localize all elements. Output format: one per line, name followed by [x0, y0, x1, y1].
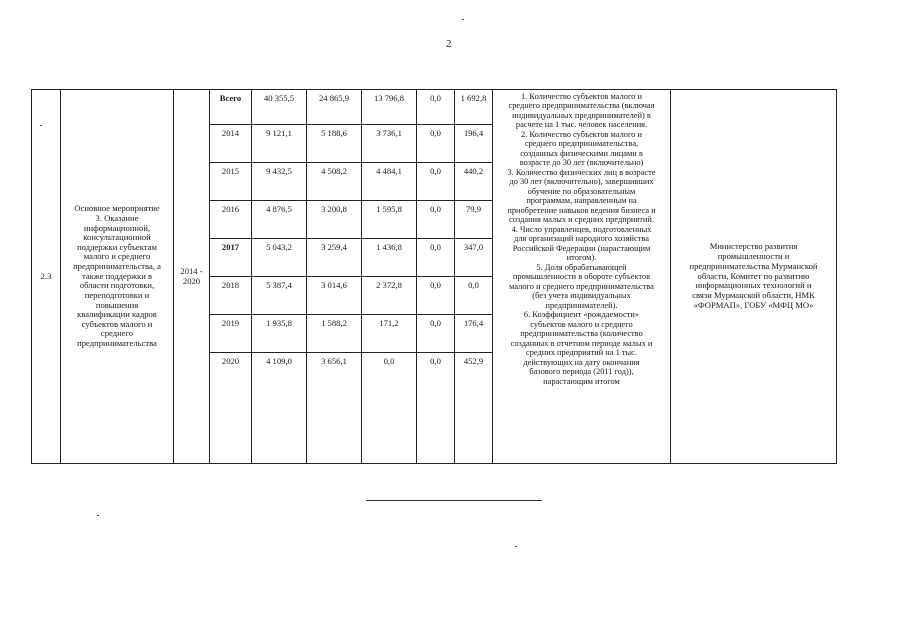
executors-list [673, 242, 834, 311]
total-cell: 9 432,5 [252, 163, 307, 201]
executors-cell [671, 90, 837, 464]
indicator-line: базового периода (2011 год)), [529, 367, 634, 377]
indicator-line: Российской Федерации (нарастающим [512, 243, 651, 253]
period-end: 2020 [182, 275, 201, 286]
funding-cell-1: 1 588,2 [307, 315, 362, 353]
funding-cell-1: 3 259,4 [307, 239, 362, 277]
funding-cell-4: 0,0 [455, 277, 493, 315]
indicators-list [495, 92, 668, 386]
indicator-line: нарастающим итогом [543, 376, 620, 386]
total-cell: 4 109,0 [252, 353, 307, 464]
measure-name-line: предпринимательства [77, 338, 157, 349]
measure-name-line: информационной, [83, 222, 151, 233]
indicator-line: программам, направленным на [526, 196, 637, 206]
funding-cell-4: 440,2 [455, 163, 493, 201]
indicator-line: индивидуальных предпринимателей) в [512, 110, 651, 120]
executor-line: связи Мурманской области, НМК [692, 290, 815, 301]
scan-speck [462, 19, 464, 20]
measure-name-line: консультационной [83, 232, 151, 243]
year-cell: 2017 [210, 239, 252, 277]
funding-cell-3: 0,0 [417, 277, 455, 315]
page-number: 2 [446, 38, 452, 50]
funding-cell-3: 0,0 [417, 90, 455, 125]
indicator-line: малого и среднего предпринимательства [509, 281, 654, 291]
funding-cell-4: 79,9 [455, 201, 493, 239]
measure-name-line: малого и среднего [83, 251, 151, 262]
total-cell: 1 935,8 [252, 315, 307, 353]
measure-name-line: повышения [95, 299, 139, 310]
table-row [32, 90, 837, 125]
indicator-line: 3. Количество физических лиц в возрасте [507, 167, 656, 177]
funding-cell-2: 13 796,8 [362, 90, 417, 125]
funding-cell-4: 452,9 [455, 353, 493, 464]
indicator-line: обучение по образовательным [527, 186, 636, 196]
measure-name-line: также поддержки в [81, 270, 153, 281]
indicator-line: созданных в отчетном периоде малых и [510, 338, 653, 348]
measure-name-cell [61, 90, 174, 464]
indicator-line: субъектов малого и среднего [530, 319, 633, 329]
total-cell: 5 387,4 [252, 277, 307, 315]
measure-name-line: субъектов малого и [81, 318, 153, 329]
funding-cell-2: 3 736,1 [362, 125, 417, 163]
indicator-line: действующих на дату окончания [523, 357, 640, 367]
total-cell: 5 043,2 [252, 239, 307, 277]
indicator-line: 1. Количество субъектов малого и [521, 92, 642, 101]
funding-cell-4: 347,0 [455, 239, 493, 277]
indicator-line: предпринимательства (количество [520, 329, 643, 339]
indicator-line: 5. Доля обрабатывающей [536, 262, 627, 272]
funding-cell-1: 24 865,9 [307, 90, 362, 125]
period-cell [174, 90, 210, 464]
measure-name-line: среднего [100, 328, 134, 339]
funding-cell-3: 0,0 [417, 315, 455, 353]
executor-line: промышленности и [717, 250, 790, 261]
row-number-cell: 2.3 [32, 90, 61, 464]
indicator-line: средних предприятий на 1 тыс. [526, 348, 637, 358]
year-cell: 2020 [210, 353, 252, 464]
indicator-line: среднего предпринимательства (включая [508, 101, 655, 111]
indicator-line: итогом). [566, 253, 597, 263]
funding-cell-3: 0,0 [417, 163, 455, 201]
indicator-line: (без учета индивидуальных [532, 291, 631, 301]
indicators-cell [493, 90, 671, 464]
executor-line: Министерство развития [709, 240, 798, 251]
indicator-line: создания малых и средних предприятий. [509, 215, 654, 225]
indicator-line: промышленности в обороте субъектов [512, 272, 651, 282]
year-cell: 2014 [210, 125, 252, 163]
indicator-line: созданных физическими лицами в [520, 148, 643, 158]
measure-name-line: переподготовки и [84, 289, 150, 300]
measure-name-line: области подготовки, [79, 280, 155, 291]
indicator-line: 2. Количество субъектов малого и [521, 129, 642, 139]
executor-line: области, Комитет по развитию [697, 270, 810, 281]
funding-cell-4: 176,4 [455, 315, 493, 353]
funding-cell-1: 4 508,2 [307, 163, 362, 201]
funding-cell-3: 0,0 [417, 353, 455, 464]
measure-name [63, 204, 171, 348]
funding-cell-1: 3 014,6 [307, 277, 362, 315]
funding-cell-1: 3 656,1 [307, 353, 362, 464]
program-measures-table [31, 89, 837, 464]
funding-cell-2: 1 595,8 [362, 201, 417, 239]
total-cell: 40 355,5 [252, 90, 307, 125]
indicator-line: до 30 лет (включительно), завершивших [509, 177, 654, 187]
year-cell: 2016 [210, 201, 252, 239]
year-cell: Всего [210, 90, 252, 125]
indicator-line: для организаций народного хозяйства [514, 234, 649, 244]
measure-name-line: Основное мероприятие [74, 203, 160, 214]
funding-cell-3: 0,0 [417, 239, 455, 277]
indicator-line: приобретение навыков ведения бизнеса и [507, 205, 656, 215]
indicator-line: 4. Число управленцев, подготовленных [511, 224, 652, 234]
year-cell: 2019 [210, 315, 252, 353]
measure-name-line: поддержки субъектам [77, 241, 157, 252]
period-start: 2014 - [180, 265, 203, 276]
indicator-line: 6. Коэффициент «рождаемости» [523, 310, 640, 320]
funding-cell-3: 0,0 [417, 125, 455, 163]
funding-cell-2: 2 372,8 [362, 277, 417, 315]
funding-cell-2: 4 484,1 [362, 163, 417, 201]
funding-cell-2: 1 436,8 [362, 239, 417, 277]
indicator-line: среднего предпринимательства, [524, 139, 639, 149]
funding-cell-2: 0,0 [362, 353, 417, 464]
funding-cell-1: 5 188,6 [307, 125, 362, 163]
executor-line: предпринимательства Мурманской [689, 260, 818, 271]
funding-cell-1: 3 200,8 [307, 201, 362, 239]
measure-name-line: 3. Оказание [95, 212, 139, 223]
funding-cell-3: 0,0 [417, 201, 455, 239]
funding-cell-4: 196,4 [455, 125, 493, 163]
funding-cell-2: 171,2 [362, 315, 417, 353]
total-cell: 9 121,1 [252, 125, 307, 163]
funding-cell-4: 1 692,8 [455, 90, 493, 125]
executor-line: «ФОРМАП», ГОБУ «МФЦ МО» [693, 300, 814, 311]
measure-name-line: предпринимательства, а [73, 261, 161, 272]
executor-line: информационных технологий и [695, 280, 812, 291]
scan-speck [515, 546, 517, 547]
indicator-line: возрасте до 30 лет (включительно) [519, 158, 644, 168]
indicator-line: предпринимателей). [545, 300, 618, 310]
measure-name-line: квалификации кадров [77, 309, 157, 320]
total-cell: 4 876,5 [252, 201, 307, 239]
scan-speck [97, 515, 99, 516]
year-cell: 2015 [210, 163, 252, 201]
indicator-line: расчете на 1 тыс. человек населения. [515, 120, 648, 130]
year-cell: 2018 [210, 277, 252, 315]
footer-rule [366, 500, 542, 501]
